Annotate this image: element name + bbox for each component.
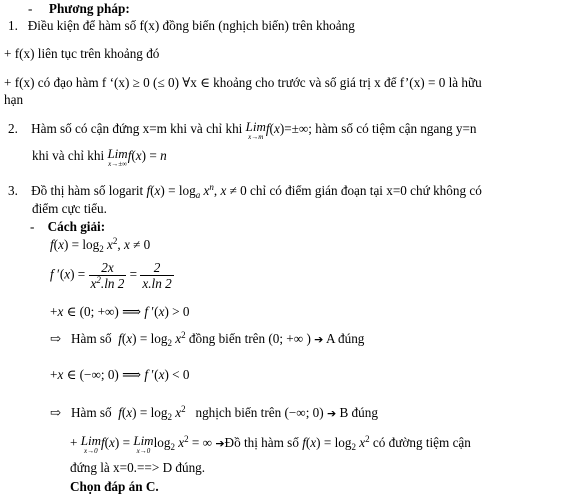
limit-expression: Lim x→0 (133, 433, 154, 455)
item-number: 1. (8, 18, 18, 33)
statement-text: Hàm số (70, 405, 112, 420)
final-answer (70, 478, 159, 495)
statement-text: Đồ thị hàm số (224, 435, 299, 450)
solution-dash: - (30, 219, 35, 234)
implies-icon: ⇨ (50, 331, 62, 346)
item-text: Đồ thị hàm số logarit (31, 183, 144, 198)
derivative-formula: f ′(x) = $\frac{2x}{x^2.\ln 2}$ = $\frac{2}{x.\ln 2}$ (50, 260, 172, 291)
method-dash: - (28, 1, 33, 16)
method-item-2: 2. Hàm số có cận đứng x=m khi và chỉ khi Lim x→m f(x)=±∞; hàm số có tiệm cận ngang y=n (8, 119, 477, 141)
answer-text: Chọn đáp án C. (70, 479, 159, 494)
method-title: Phương pháp: (48, 1, 130, 16)
condition-continuity (4, 45, 159, 62)
formula: f (146, 183, 151, 198)
item-text: Điều kiện để hàm số f(x) đồng biến (nghịch biến) trên khoảng (27, 18, 355, 33)
statement-text: đồng biến trên (0; +∞ ) (188, 331, 311, 346)
function-definition: $f(x) = \log_2 x^2$, x ≠ 0 (50, 236, 151, 254)
asymptote-statement: + Lim x→0 f(x) = Lim x→0 $\log_2 x^2$ = ∞ ➔Đồ thị hàm số $f(x) = \log_2 x^2$ có đường tiệm cận (70, 433, 471, 455)
item-text: khi và chỉ khi (32, 148, 105, 163)
item-text: chỉ có điểm gián đoạn tại x=0 chứ không có (250, 183, 482, 198)
solution-heading (30, 218, 105, 235)
positive-interval: +x ∈ (0; +∞) ⟹ f ′(x) > 0 (50, 304, 190, 319)
method-item-3: 3. Đồ thị hàm số logarit $f(x) = \log_a x^n$, x ≠ 0 chỉ có điểm gián đoạn tại x=0 chứ không có (8, 182, 482, 200)
right-arrow-icon: ➔ (215, 437, 225, 450)
item-text: ; hàm số có tiệm cận ngang y=n (308, 121, 477, 136)
statement-text: Hàm số (70, 331, 112, 346)
item-text: điểm cực tiểu. (32, 201, 107, 216)
condition-text: + f(x) có đạo hàm f ‘(x) ≥ 0 (≤ 0) ∀x ∈ khoảng cho trước và số giá trị x để f’(x) = 0 là hữu (4, 75, 482, 90)
method-item-1 (8, 17, 355, 34)
right-arrow-icon: ➔ (326, 407, 337, 420)
method-item-3-cont (32, 200, 107, 217)
condition-text: + f(x) liên tục trên khoảng đó (4, 46, 160, 61)
decreasing-statement: ⇨ Hàm số $f(x) = \log_2 x^2$ nghịch biến trên (−∞; 0) ➔ B đúng (50, 404, 378, 422)
solution-title: Cách giải: (47, 219, 106, 234)
condition-derivative (4, 74, 482, 91)
item-number: 3. (8, 183, 18, 198)
statement-text: có đường tiệm cận (372, 435, 471, 450)
method-item-2-cont: khi và chỉ khi Lim x→±∞ f(x) = n (32, 146, 167, 168)
statement-text: nghịch biến trên (−∞; 0) (195, 405, 324, 420)
method-heading (28, 0, 130, 17)
limit-expression: Lim x→0 (80, 433, 101, 455)
item-text: Hàm số có cận đứng x=m khi và chỉ khi (31, 121, 243, 136)
condition-text: hạn (4, 92, 24, 107)
condition-derivative-cont (4, 91, 23, 108)
item-number: 2. (8, 121, 18, 136)
right-arrow-icon: ➔ (314, 333, 324, 346)
result-text: A đúng (325, 331, 365, 346)
statement-text: đứng là x=0.==> D đúng. (70, 460, 206, 475)
result-text: B đúng (339, 405, 378, 420)
limit-expression: Lim x→±∞ (107, 146, 128, 168)
increasing-statement: ⇨ Hàm số $f(x) = \log_2 x^2$ đồng biến trên (0; +∞ ) ➔ A đúng (50, 330, 365, 348)
negative-interval: +x ∈ (−∞; 0) ⟹ f ′(x) < 0 (50, 367, 190, 382)
asymptote-conclusion (70, 459, 205, 476)
implies-icon: ⇨ (50, 405, 62, 420)
limit-expression: Lim x→m (245, 119, 266, 141)
